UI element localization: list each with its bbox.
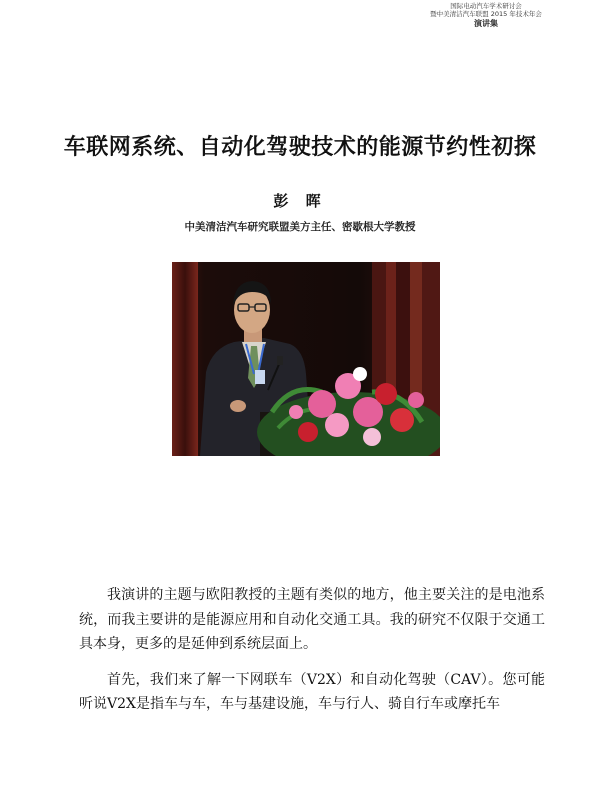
left-curtain <box>172 262 198 456</box>
article-title: 车联网系统、自动化驾驶技术的能源节约性初探 <box>63 135 537 160</box>
article-body <box>79 583 545 728</box>
author-name: 彭 晖 <box>273 192 327 210</box>
paragraph-2: 首先，我们来了解一下网联车（V2X）和自动化驾驶（CAV）。您可能听说V2X是指车与车，车与基建设施，车与行人、骑自行车或摩托车 <box>79 671 545 712</box>
speaker-photo <box>172 262 440 456</box>
header-conference-line: 国际电动汽车学术研讨会 <box>450 2 522 10</box>
paragraph-1: 我演讲的主题与欧阳教授的主题有类似的地方，他主要关注的是电池系统，而我主要讲的是能源应用和自动化交通工具。我的研究不仅限于交通工具本身，更多的是延伸到系统层面上。 <box>79 587 545 652</box>
header-meeting-line: 暨中美清洁汽车联盟 2015 年技术年会 <box>430 10 542 18</box>
running-header <box>416 2 556 30</box>
author-affiliation: 中美清洁汽车研究联盟美方主任、密歇根大学教授 <box>184 221 416 233</box>
header-section-label: 演讲集 <box>474 19 498 28</box>
